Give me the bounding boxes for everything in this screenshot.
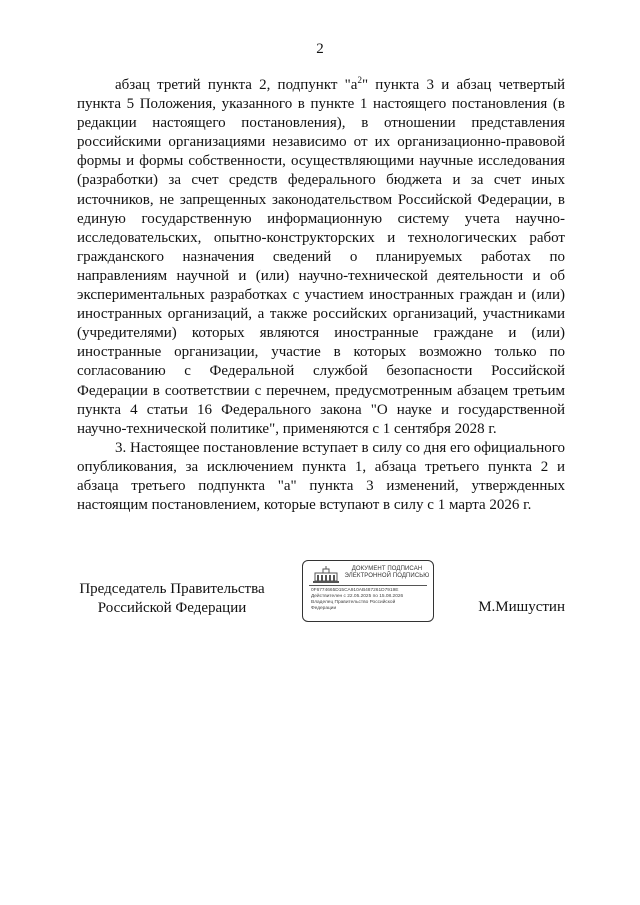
paragraph-1-rest: " пункта 3 и абзац четвертый пункта 5 Положения, указанного в пункте 1 настоящего постановления (в редакции настоящего постановления), в отношении представления российскими организациями независимо от их организационно-правовой формы и формы собственности, осуществляющими научные исследования (разработки) за счет средств федерального бюджета и за счет иных источников, не запрещенных законодательством Российской Федерации, в единую государственную информационную систему учета научно-исследовательских, опытно-конструкторских и технологических работ гражданского назначения сведений о планируемых работах по направлениям научной и (или) научно-технической деятельности и об экспериментальных разработках с участием иностранных граждан и (или) иностранных организаций, а также российских организаций, участниками (учредителями) которых являются иностранные граждане и (или) иностранные организации, участие в которых возможно только по согласованию с Федеральной службой безопасности Российской Федерации в соответствии с перечнем, предусмотренным абзацем третьим пункта 4 статьи 16 Федерального закона "О науке и государственной научно-технической политике", применяются с 1 сентября 2028 г. bbox=[77, 77, 565, 437]
signer-title-line-1: Председатель Правительства bbox=[79, 581, 265, 597]
signer-title bbox=[77, 580, 267, 618]
signer-title-line-2: Российской Федерации bbox=[97, 600, 247, 616]
document-body bbox=[77, 76, 565, 515]
stamp-details bbox=[311, 588, 431, 612]
page-number: 2 bbox=[316, 41, 324, 57]
signer-name: М.Мишустин bbox=[478, 599, 565, 615]
stamp-header-line-1: ДОКУМЕНТ ПОДПИСАН bbox=[351, 566, 423, 572]
paragraph-1-start: абзац третий пункта 2, подпункт "а bbox=[115, 77, 358, 93]
stamp-validity: Действителен с 22.05.2025 по 15.08.2026 bbox=[311, 594, 404, 599]
paragraph-1 bbox=[77, 76, 565, 439]
paragraph-2: 3. Настоящее постановление вступает в силу со дня его официального опубликования, за исключением пункта 1, абзаца третьего пункта 2 и абзаца третьего подпункта "а" пункта 3 изменений, утвержденных настоящим постановлением, которые вступают в силу с 1 марта 2026 г. bbox=[77, 439, 565, 514]
stamp-header bbox=[343, 566, 431, 580]
signature-block bbox=[0, 560, 640, 630]
government-building-emblem-icon bbox=[311, 566, 341, 584]
stamp-header-line-2: ЭЛЕКТРОННОЙ ПОДПИСЬЮ bbox=[344, 573, 430, 579]
stamp-divider bbox=[309, 585, 427, 586]
electronic-signature-stamp bbox=[302, 560, 434, 622]
stamp-owner-line-1: Владелец Правительство Российской bbox=[311, 600, 396, 605]
stamp-certificate: 0F6774665D15CA910AB487261D7919E bbox=[311, 588, 399, 593]
stamp-owner-line-2: Федерации bbox=[311, 606, 337, 611]
superscript: 2 bbox=[357, 75, 362, 85]
